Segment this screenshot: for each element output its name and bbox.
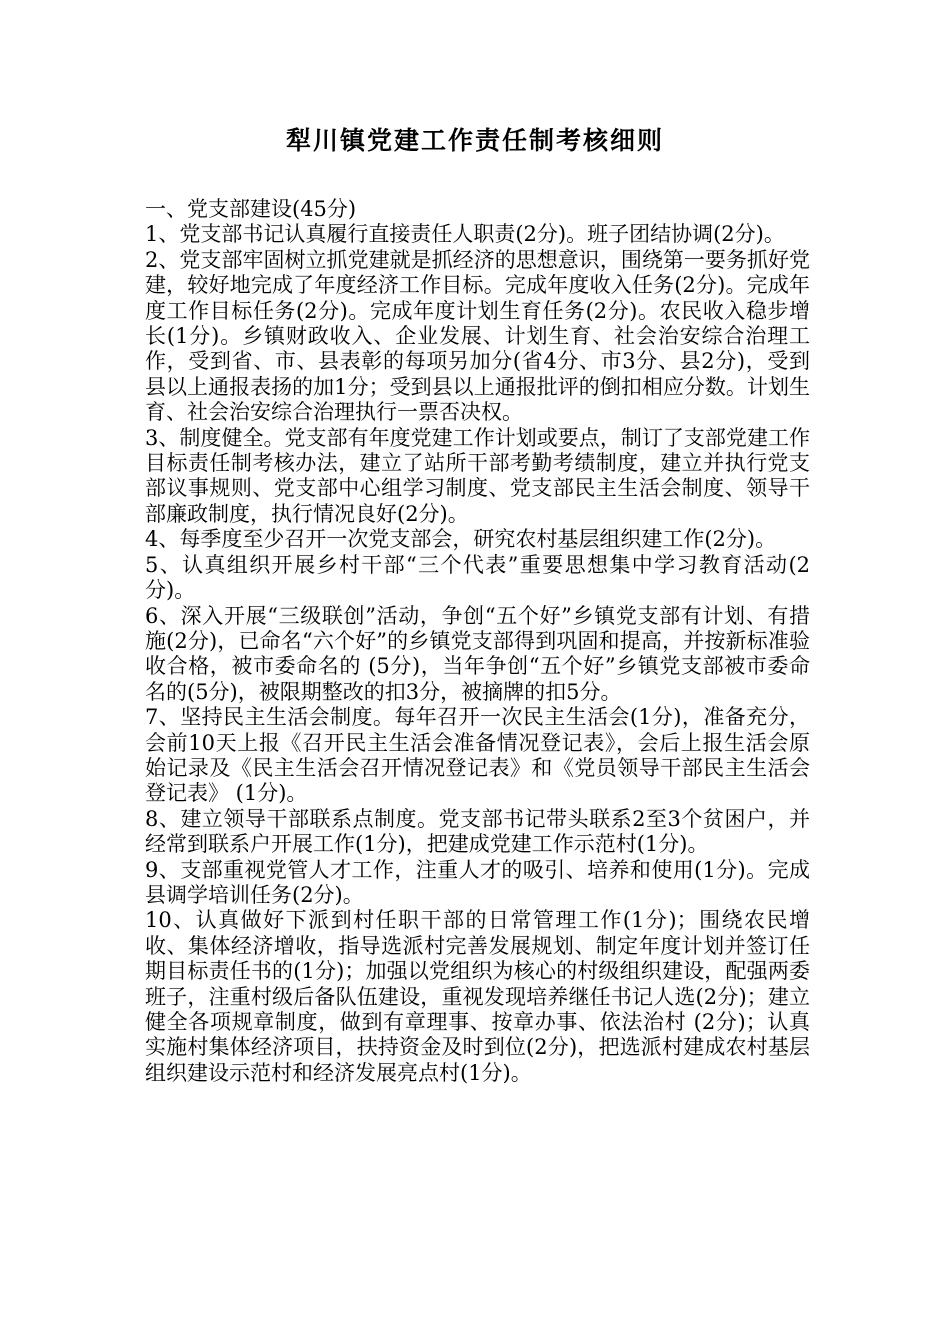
document-body [145,197,810,1086]
clause-5: 5、认真组织开展乡村干部“三个代表”重要思想集中学习教育活动(2分)。 [145,552,810,603]
clause-2: 2、党支部牢固树立抓党建就是抓经济的思想意识，围绕第一要务抓好党建，较好地完成了年度经济工作目标。完成年度收入任务(2分)。完成年度工作目标任务(2分)。完成年度计划生育任务(2分)。农民收入稳步增长(1分)。乡镇财政收入、企业发展、计划生育、社会治安综合治理工作，受到省、市、县表彰的每项另加分(省4分、市3分、县2分)，受到县以上通报表扬的加1分；受到县以上通报批评的倒扣相应分数。计划生育、社会治安综合治理执行一票否决权。 [145,247,810,425]
clause-1: 1、党支部书记认真履行直接责任人职责(2分)。班子团结协调(2分)。 [145,222,785,247]
document-title: 犁川镇党建工作责任制考核细则 [285,126,664,155]
clause-6: 6、深入开展“三级联创”活动，争创“五个好”乡镇党支部有计划、有措施(2分)，已命名“六个好”的乡镇党支部得到巩固和提高，并按新标准验收合格，被市委命名的 (5分)，当年争创“五个好”乡镇党支部被市委命名的(5分)，被限期整改的扣3分，被摘牌的扣5分。 [145,603,810,704]
clause-4: 4、每季度至少召开一次党支部会，研究农村基层组织建工作(2分)。 [145,527,777,552]
clause-9: 9、支部重视党管人才工作，注重人才的吸引、培养和使用(1分)。完成县调学培训任务(2分)。 [145,857,810,907]
clause-3: 3、制度健全。党支部有年度党建工作计划或要点，制订了支部党建工作目标责任制考核办法，建立了站所干部考勤考绩制度，建立并执行党支部议事规则、党支部中心组学习制度、党支部民主生活会制度、领导干部廉政制度，执行情况良好(2分)。 [145,425,810,526]
clause-10: 10、认真做好下派到村任职干部的日常管理工作(1分)；围绕农民增收、集体经济增收，指导选派村完善发展规划、制定年度计划并签订任期目标责任书的(1分)；加强以党组织为核心的村级组织建设，配强两委班子，注重村级后备队伍建设，重视发现培养继任书记人选(2分)；建立健全各项规章制度，做到有章理事、按章办事、依法治村 (2分)；认真实施村集体经济项目，扶持资金及时到位(2分)，把选派村建成农村基层组织建设示范村和经济发展亮点村(1分)。 [145,908,810,1085]
clause-8: 8、建立领导干部联系点制度。党支部书记带头联系2至3个贫困户，并经常到联系户开展工作(1分)，把建成党建工作示范村(1分)。 [145,806,810,857]
section-heading: 一、党支部建设(45分) [145,197,357,221]
clause-7: 7、坚持民主生活会制度。每年召开一次民主生活会(1分)，准备充分，会前10天上报《召开民主生活会准备情况登记表》，会后上报生活会原始记录及《民主生活会召开情况登记表》和《党员领导干部民主生活会登记表》 (1分)。 [145,705,810,806]
